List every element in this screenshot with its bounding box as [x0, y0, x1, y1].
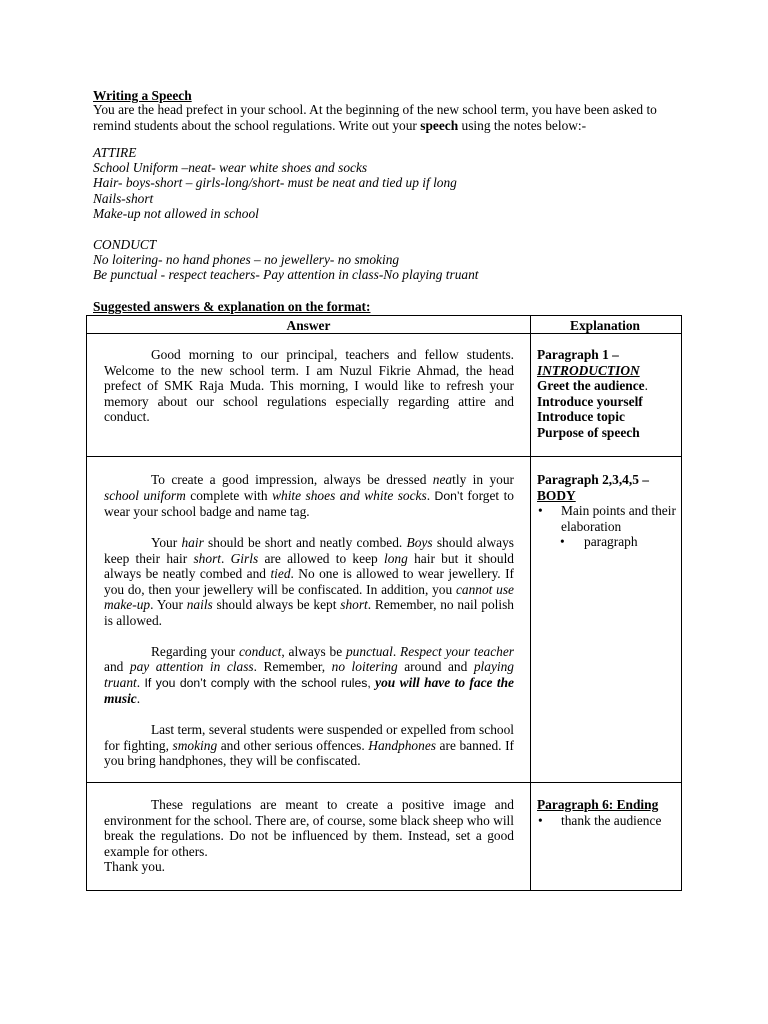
document-title: Writing a Speech	[93, 88, 192, 103]
row-divider	[87, 456, 681, 457]
answer-column-header: Answer	[286, 318, 331, 333]
body-explanation	[537, 472, 677, 550]
format-sub-bullet: • paragraph	[537, 534, 677, 550]
column-divider	[530, 316, 531, 890]
introduction-paragraph: Good morning to our principal, teachers and fellow students. Welcome to the new school term. I am Nuzul Fikrie Ahmad, the head prefect of SMK Raja Muda. This morning, I would like to refresh your memory about our school regulations especially regarding attire and conduct.	[104, 347, 514, 424]
paragraph-label: Paragraph 1 –	[537, 347, 619, 362]
conduct-note: No loitering- no hand phones – no jewellery- no smoking	[93, 252, 400, 268]
ending-paragraph: These regulations are meant to create a positive image and environment for the school. There are, of course, some black sheep who will break the regulations. Do not be influenced by them. Instead, set a good example for others.	[104, 797, 514, 859]
paragraph-label: Paragraph 2,3,4,5 –	[537, 472, 649, 487]
suggested-answers-heading: Suggested answers & explanation on the format:	[93, 299, 371, 314]
conduct-note: Be punctual - respect teachers- Pay attention in class-No playing truant	[93, 267, 479, 283]
body-paragraph-appearance: Your hair should be short and neatly combed. Boys should always keep their hair short. Girls are allowed to keep long hair but it should always be neatly combed and tied. No one is allowed to wear jewellery. If you do, then your jewellery will be confiscated. In addition, you cannot use make-up. Your nails should always be kept short. Remember, no nail polish is allowed.	[104, 535, 515, 628]
body-paragraph-conduct: Regarding your conduct, always be punctual. Respect your teacher and pay attention in class. Remember, no loitering around and playing truant. If you don’t comply with the school rules, you will have to face the music.	[104, 643, 514, 706]
ending-explanation	[537, 797, 677, 828]
section-label: INTRODUCTION	[537, 362, 640, 378]
format-point: Greet the audience.	[537, 378, 648, 393]
format-point: Introduce topic	[537, 409, 625, 424]
section-label: BODY	[537, 487, 576, 503]
section-label: Paragraph 6: Ending	[537, 797, 659, 812]
format-point: Purpose of speech	[537, 424, 640, 440]
body-paragraph-uniform: To create a good impression, always be dressed neatly in your school uniform complete with white shoes and white socks. Don’t forget to wear your school badge and name tag.	[104, 472, 515, 519]
introduction-answer	[104, 347, 514, 425]
attire-note: Hair- boys-short – girls-long/short- must be neat and tied up if long	[93, 175, 457, 191]
instructions-text: You are the head prefect in your school. At the beginning of the new school term, you have been asked to remind students about the school regulations. Write out your	[93, 102, 657, 133]
format-bullet: • thank the audience	[537, 813, 677, 829]
instructions-bold-word: speech	[420, 117, 459, 133]
row-divider	[87, 782, 681, 783]
format-point: Introduce yourself	[537, 393, 643, 409]
task-instructions	[93, 102, 683, 133]
attire-note: Make-up not allowed in school	[93, 205, 259, 221]
format-bullet: • Main points and their elaboration	[537, 503, 677, 534]
body-answer	[104, 472, 514, 769]
body-paragraph-offences: Last term, several students were suspended or expelled from school for fighting, smoking and other serious offences. Handphones are banned. If you bring handphones, they will be confiscated.	[104, 722, 514, 768]
introduction-explanation	[537, 347, 677, 440]
attire-heading: ATTIRE	[93, 145, 137, 160]
attire-note: Nails-short	[93, 190, 154, 206]
attire-notes	[93, 145, 457, 221]
instructions-text-end: using the notes below:-	[458, 117, 587, 133]
attire-note: School Uniform –neat- wear white shoes and socks	[93, 160, 368, 176]
ending-answer	[104, 797, 514, 875]
answer-table	[86, 315, 682, 891]
ending-thanks: Thank you.	[104, 859, 165, 874]
conduct-heading: CONDUCT	[93, 237, 157, 252]
explanation-column-header: Explanation	[570, 318, 640, 333]
conduct-notes	[93, 237, 479, 283]
